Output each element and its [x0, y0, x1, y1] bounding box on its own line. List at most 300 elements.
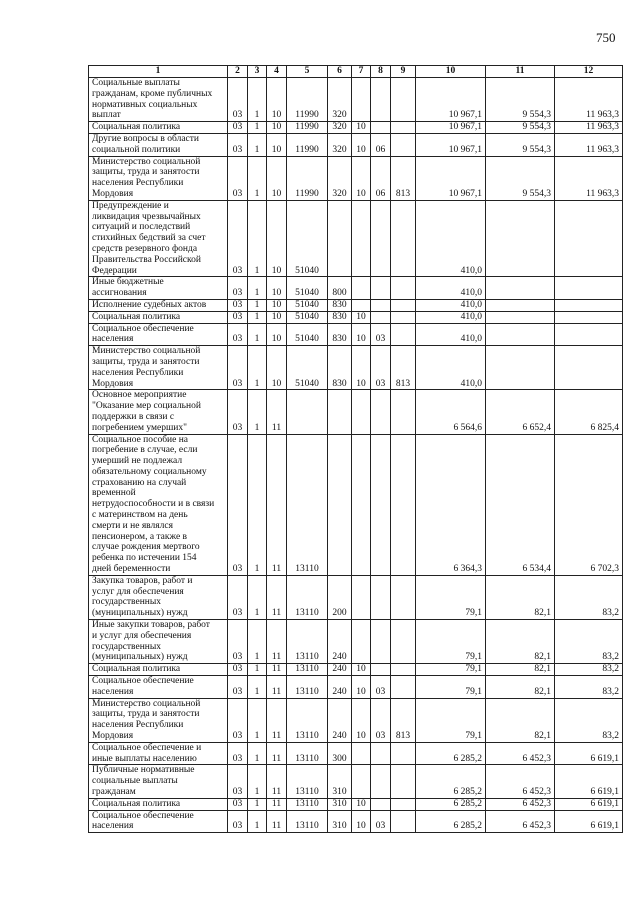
- code-cell-c8: 03: [371, 323, 391, 346]
- amount-cell-c11: 82,1: [486, 698, 555, 742]
- row-name-line: социальной политики: [92, 144, 181, 155]
- code-cell-c7: 10: [352, 810, 371, 833]
- row-name-line: государственных: [92, 641, 162, 652]
- code-cell-c7: 10: [352, 346, 371, 390]
- amount-cell-c10: 79,1: [416, 664, 486, 676]
- row-name-cell: [89, 200, 228, 277]
- amount-cell-c12: 6 619,1: [555, 810, 623, 833]
- code-cell-c8: [371, 798, 391, 810]
- column-header-8: 8: [371, 66, 391, 78]
- code-cell-c5: 13110: [287, 664, 328, 676]
- row-name-line: умерший не подлежал: [92, 456, 183, 467]
- code-cell-c7: [352, 390, 371, 434]
- code-cell-c2: 03: [228, 156, 248, 200]
- row-name-line: Правительства Российской: [92, 254, 201, 265]
- code-cell-c9: [391, 434, 416, 575]
- code-cell-c9: [391, 311, 416, 323]
- row-name-line: Социальное обеспечение: [92, 676, 194, 687]
- row-name-cell: [89, 133, 228, 156]
- row-name-cell: [89, 798, 228, 810]
- amount-cell-c11: 9 554,3: [486, 78, 555, 122]
- row-name-cell: [89, 299, 228, 311]
- amount-cell-c11: 9 554,3: [486, 156, 555, 200]
- code-cell-c7: [352, 575, 371, 619]
- code-cell-c5: 13110: [287, 620, 328, 664]
- amount-cell-c10: 6 285,2: [416, 810, 486, 833]
- amount-cell-c11: [486, 323, 555, 346]
- code-cell-c3: 1: [248, 156, 267, 200]
- code-cell-c4: 11: [267, 676, 287, 699]
- column-header-7: 7: [352, 66, 371, 78]
- row-name-line: Министерство социальной: [92, 346, 201, 357]
- column-header-2: 2: [228, 66, 248, 78]
- code-cell-c2: 03: [228, 122, 248, 134]
- row-name-cell: [89, 277, 228, 300]
- amount-cell-c11: 82,1: [486, 664, 555, 676]
- code-cell-c5: 51040: [287, 311, 328, 323]
- code-cell-c3: 1: [248, 311, 267, 323]
- row-name-line: временной: [92, 488, 136, 499]
- row-name-line: ликвидация чрезвычайных: [92, 211, 201, 222]
- code-cell-c4: 11: [267, 664, 287, 676]
- amount-cell-c11: 6 452,3: [486, 798, 555, 810]
- code-cell-c4: 11: [267, 390, 287, 434]
- row-name-line: Социальная политика: [92, 798, 181, 809]
- code-cell-c9: [391, 299, 416, 311]
- amount-cell-c11: 9 554,3: [486, 122, 555, 134]
- row-name-line: нормативных социальных: [92, 99, 198, 110]
- code-cell-c4: 11: [267, 434, 287, 575]
- row-name-line: Социальная политика: [92, 122, 181, 133]
- row-name-line: защиты, труда и занятости: [92, 709, 200, 720]
- code-cell-c6: 320: [328, 133, 352, 156]
- code-cell-c7: [352, 620, 371, 664]
- row-name-line: Социальное обеспечение: [92, 323, 194, 334]
- table-row: [89, 323, 623, 346]
- code-cell-c5: 13110: [287, 810, 328, 833]
- amount-cell-c11: [486, 346, 555, 390]
- table-row: [89, 78, 623, 122]
- row-name-cell: [89, 620, 228, 664]
- code-cell-c8: 06: [371, 133, 391, 156]
- amount-cell-c11: 82,1: [486, 575, 555, 619]
- table-row: [89, 620, 623, 664]
- row-name-line: (муниципальных) нужд: [92, 652, 188, 663]
- amount-cell-c10: 79,1: [416, 698, 486, 742]
- column-header-5: 5: [287, 66, 328, 78]
- code-cell-c6: [328, 434, 352, 575]
- row-name-line: Социальное обеспечение: [92, 810, 194, 821]
- code-cell-c6: 310: [328, 798, 352, 810]
- amount-cell-c11: 6 452,3: [486, 810, 555, 833]
- table-row: [89, 765, 623, 798]
- table-row: [89, 742, 623, 765]
- code-cell-c6: [328, 200, 352, 277]
- amount-cell-c10: 410,0: [416, 323, 486, 346]
- code-cell-c3: 1: [248, 346, 267, 390]
- table-header-row: [89, 66, 623, 78]
- code-cell-c3: 1: [248, 434, 267, 575]
- code-cell-c7: 10: [352, 798, 371, 810]
- table-row: [89, 156, 623, 200]
- table-row: [89, 277, 623, 300]
- row-name-line: Закупка товаров, работ и: [92, 575, 193, 586]
- code-cell-c9: [391, 765, 416, 798]
- amount-cell-c11: [486, 277, 555, 300]
- row-name-cell: [89, 78, 228, 122]
- code-cell-c6: 320: [328, 78, 352, 122]
- code-cell-c8: [371, 299, 391, 311]
- row-name-line: Публичные нормативные: [92, 765, 195, 776]
- amount-cell-c11: 6 452,3: [486, 765, 555, 798]
- code-cell-c4: 10: [267, 311, 287, 323]
- row-name-cell: [89, 742, 228, 765]
- row-name-cell: [89, 311, 228, 323]
- column-header-10: 10: [416, 66, 486, 78]
- amount-cell-c12: [555, 277, 623, 300]
- code-cell-c7: 10: [352, 311, 371, 323]
- row-name-line: защиты, труда и занятости: [92, 356, 200, 367]
- table-row: [89, 798, 623, 810]
- row-name-line: населения: [92, 686, 134, 697]
- row-name-line: Социальные выплаты: [92, 78, 180, 88]
- amount-cell-c12: 11 963,3: [555, 133, 623, 156]
- row-name-line: Федерации: [92, 265, 137, 276]
- code-cell-c9: 813: [391, 156, 416, 200]
- row-name-line: поддержки в связи с: [92, 411, 175, 422]
- code-cell-c2: 03: [228, 664, 248, 676]
- code-cell-c3: 1: [248, 698, 267, 742]
- row-name-line: Иные закупки товаров, работ: [92, 620, 210, 631]
- code-cell-c8: 03: [371, 810, 391, 833]
- code-cell-c7: [352, 200, 371, 277]
- code-cell-c4: 10: [267, 323, 287, 346]
- code-cell-c9: [391, 742, 416, 765]
- code-cell-c4: 10: [267, 346, 287, 390]
- code-cell-c5: 51040: [287, 323, 328, 346]
- table-row: [89, 299, 623, 311]
- code-cell-c5: 13110: [287, 575, 328, 619]
- code-cell-c2: 03: [228, 676, 248, 699]
- code-cell-c6: 240: [328, 620, 352, 664]
- code-cell-c9: [391, 810, 416, 833]
- code-cell-c3: 1: [248, 200, 267, 277]
- row-name-line: населения Республики: [92, 367, 184, 378]
- code-cell-c5: 13110: [287, 742, 328, 765]
- code-cell-c5: 11990: [287, 78, 328, 122]
- row-name-line: Министерство социальной: [92, 698, 201, 709]
- table-row: [89, 133, 623, 156]
- code-cell-c7: [352, 277, 371, 300]
- code-cell-c4: 11: [267, 698, 287, 742]
- code-cell-c3: 1: [248, 664, 267, 676]
- table-row: [89, 122, 623, 134]
- code-cell-c2: 03: [228, 798, 248, 810]
- code-cell-c3: 1: [248, 277, 267, 300]
- amount-cell-c12: 6 702,3: [555, 434, 623, 575]
- amount-cell-c12: [555, 200, 623, 277]
- code-cell-c8: [371, 620, 391, 664]
- row-name-line: Министерство социальной: [92, 156, 201, 167]
- row-name-line: гражданам: [92, 787, 136, 797]
- amount-cell-c12: 6 619,1: [555, 798, 623, 810]
- column-header-12: 12: [555, 66, 623, 78]
- table-row: [89, 676, 623, 699]
- code-cell-c2: 03: [228, 390, 248, 434]
- row-name-cell: [89, 122, 228, 134]
- row-name-line: дней беременности: [92, 564, 171, 575]
- column-header-9: 9: [391, 66, 416, 78]
- code-cell-c7: [352, 78, 371, 122]
- row-name-line: случае рождения мертвого: [92, 542, 200, 553]
- row-name-cell: [89, 676, 228, 699]
- code-cell-c8: [371, 311, 391, 323]
- code-cell-c8: [371, 390, 391, 434]
- row-name-cell: [89, 346, 228, 390]
- code-cell-c8: [371, 122, 391, 134]
- code-cell-c8: [371, 664, 391, 676]
- code-cell-c9: [391, 664, 416, 676]
- code-cell-c9: [391, 575, 416, 619]
- code-cell-c2: 03: [228, 742, 248, 765]
- code-cell-c5: 11990: [287, 156, 328, 200]
- code-cell-c2: 03: [228, 311, 248, 323]
- amount-cell-c12: [555, 311, 623, 323]
- row-name-line: Предупреждение и: [92, 200, 169, 211]
- code-cell-c5: 13110: [287, 798, 328, 810]
- code-cell-c5: 51040: [287, 277, 328, 300]
- amount-cell-c10: 6 564,6: [416, 390, 486, 434]
- code-cell-c4: 11: [267, 575, 287, 619]
- amount-cell-c11: 6 452,3: [486, 742, 555, 765]
- amount-cell-c10: 6 285,2: [416, 742, 486, 765]
- code-cell-c7: 10: [352, 122, 371, 134]
- table-body: [89, 78, 623, 833]
- row-name-line: (муниципальных) нужд: [92, 608, 188, 619]
- amount-cell-c11: 6 534,4: [486, 434, 555, 575]
- code-cell-c4: 10: [267, 200, 287, 277]
- code-cell-c6: 310: [328, 810, 352, 833]
- code-cell-c8: [371, 434, 391, 575]
- amount-cell-c12: 83,2: [555, 575, 623, 619]
- code-cell-c4: 11: [267, 798, 287, 810]
- amount-cell-c12: [555, 299, 623, 311]
- code-cell-c2: 03: [228, 323, 248, 346]
- code-cell-c7: [352, 434, 371, 575]
- code-cell-c7: [352, 765, 371, 798]
- row-name-line: Социальная политика: [92, 311, 181, 322]
- row-name-cell: [89, 664, 228, 676]
- page-number: 750: [596, 30, 616, 45]
- code-cell-c9: [391, 323, 416, 346]
- code-cell-c2: 03: [228, 810, 248, 833]
- amount-cell-c11: [486, 200, 555, 277]
- amount-cell-c10: 6 364,3: [416, 434, 486, 575]
- amount-cell-c10: 10 967,1: [416, 122, 486, 134]
- amount-cell-c12: 6 825,4: [555, 390, 623, 434]
- amount-cell-c12: 83,2: [555, 620, 623, 664]
- column-header-1: 1: [89, 66, 228, 78]
- amount-cell-c12: [555, 346, 623, 390]
- row-name-line: Основное мероприятие: [92, 390, 187, 401]
- row-name-cell: [89, 698, 228, 742]
- amount-cell-c12: 6 619,1: [555, 742, 623, 765]
- code-cell-c7: 10: [352, 676, 371, 699]
- amount-cell-c10: 79,1: [416, 620, 486, 664]
- code-cell-c5: [287, 390, 328, 434]
- code-cell-c3: 1: [248, 299, 267, 311]
- code-cell-c9: [391, 133, 416, 156]
- amount-cell-c10: 410,0: [416, 299, 486, 311]
- amount-cell-c10: 410,0: [416, 277, 486, 300]
- row-name-line: средств резервного фонда: [92, 243, 198, 254]
- row-name-line: ассигнования: [92, 288, 147, 299]
- code-cell-c3: 1: [248, 323, 267, 346]
- row-name-line: выплат: [92, 110, 121, 121]
- code-cell-c4: 10: [267, 299, 287, 311]
- code-cell-c9: [391, 122, 416, 134]
- code-cell-c4: 11: [267, 620, 287, 664]
- row-name-cell: [89, 575, 228, 619]
- code-cell-c6: 240: [328, 698, 352, 742]
- amount-cell-c12: [555, 323, 623, 346]
- code-cell-c6: 240: [328, 676, 352, 699]
- amount-cell-c11: 6 652,4: [486, 390, 555, 434]
- row-name-line: Исполнение судебных актов: [92, 299, 207, 310]
- amount-cell-c10: 10 967,1: [416, 78, 486, 122]
- code-cell-c4: 10: [267, 133, 287, 156]
- column-header-4: 4: [267, 66, 287, 78]
- row-name-line: Иные бюджетные: [92, 277, 164, 288]
- code-cell-c8: [371, 78, 391, 122]
- row-name-cell: [89, 765, 228, 798]
- code-cell-c4: 11: [267, 765, 287, 798]
- code-cell-c7: 10: [352, 323, 371, 346]
- row-name-cell: [89, 810, 228, 833]
- row-name-line: погребение в случае, если: [92, 445, 198, 456]
- code-cell-c5: 13110: [287, 765, 328, 798]
- code-cell-c5: 51040: [287, 200, 328, 277]
- amount-cell-c10: 410,0: [416, 311, 486, 323]
- code-cell-c2: 03: [228, 277, 248, 300]
- table-row: [89, 390, 623, 434]
- code-cell-c6: 300: [328, 742, 352, 765]
- amount-cell-c12: 6 619,1: [555, 765, 623, 798]
- code-cell-c8: 06: [371, 156, 391, 200]
- code-cell-c7: 10: [352, 698, 371, 742]
- amount-cell-c10: 6 285,2: [416, 798, 486, 810]
- row-name-line: Мордовия: [92, 731, 134, 742]
- code-cell-c5: 13110: [287, 434, 328, 575]
- code-cell-c5: 51040: [287, 346, 328, 390]
- amount-cell-c11: 9 554,3: [486, 133, 555, 156]
- row-name-cell: [89, 390, 228, 434]
- code-cell-c8: [371, 742, 391, 765]
- code-cell-c3: 1: [248, 810, 267, 833]
- code-cell-c7: 10: [352, 156, 371, 200]
- row-name-cell: [89, 434, 228, 575]
- code-cell-c6: 830: [328, 323, 352, 346]
- code-cell-c4: 11: [267, 742, 287, 765]
- row-name-line: пенсионером, а также в: [92, 531, 188, 542]
- table-row: [89, 311, 623, 323]
- table-row: [89, 575, 623, 619]
- row-name-line: иные выплаты населению: [92, 753, 197, 764]
- row-name-line: с материнством на день: [92, 510, 188, 521]
- table-row: [89, 434, 623, 575]
- code-cell-c2: 03: [228, 78, 248, 122]
- code-cell-c4: 10: [267, 277, 287, 300]
- code-cell-c3: 1: [248, 390, 267, 434]
- amount-cell-c10: 410,0: [416, 346, 486, 390]
- column-header-3: 3: [248, 66, 267, 78]
- code-cell-c7: [352, 299, 371, 311]
- code-cell-c8: 03: [371, 676, 391, 699]
- code-cell-c9: [391, 390, 416, 434]
- row-name-line: ребенка по истечении 154: [92, 553, 197, 564]
- code-cell-c8: [371, 200, 391, 277]
- row-name-line: обязательному социальному: [92, 466, 207, 477]
- table-row: [89, 698, 623, 742]
- code-cell-c9: 813: [391, 346, 416, 390]
- amount-cell-c10: 79,1: [416, 676, 486, 699]
- row-name-line: Мордовия: [92, 378, 134, 389]
- code-cell-c6: [328, 390, 352, 434]
- table-row: [89, 810, 623, 833]
- budget-table: [88, 65, 623, 833]
- code-cell-c3: 1: [248, 742, 267, 765]
- code-cell-c9: [391, 200, 416, 277]
- code-cell-c5: 11990: [287, 122, 328, 134]
- code-cell-c4: 10: [267, 156, 287, 200]
- code-cell-c4: 10: [267, 78, 287, 122]
- code-cell-c2: 03: [228, 698, 248, 742]
- code-cell-c3: 1: [248, 575, 267, 619]
- amount-cell-c10: 10 967,1: [416, 133, 486, 156]
- amount-cell-c12: 83,2: [555, 698, 623, 742]
- amount-cell-c12: 11 963,3: [555, 156, 623, 200]
- row-name-line: нетрудоспособности и в связи: [92, 499, 215, 510]
- row-name-line: Социальная политика: [92, 664, 181, 675]
- row-name-line: страхованию на случай: [92, 477, 187, 488]
- code-cell-c8: 03: [371, 698, 391, 742]
- row-name-line: населения Республики: [92, 178, 184, 189]
- code-cell-c9: [391, 620, 416, 664]
- code-cell-c2: 03: [228, 575, 248, 619]
- code-cell-c2: 03: [228, 346, 248, 390]
- code-cell-c6: 310: [328, 765, 352, 798]
- row-name-line: Социальное обеспечение и: [92, 742, 202, 753]
- code-cell-c5: 13110: [287, 698, 328, 742]
- row-name-line: Мордовия: [92, 188, 134, 199]
- code-cell-c3: 1: [248, 620, 267, 664]
- amount-cell-c10: 10 967,1: [416, 156, 486, 200]
- code-cell-c2: 03: [228, 200, 248, 277]
- code-cell-c7: 10: [352, 133, 371, 156]
- amount-cell-c11: 82,1: [486, 676, 555, 699]
- amount-cell-c10: 79,1: [416, 575, 486, 619]
- code-cell-c7: 10: [352, 664, 371, 676]
- code-cell-c6: 830: [328, 311, 352, 323]
- code-cell-c2: 03: [228, 434, 248, 575]
- row-name-line: стихийных бедствий за счет: [92, 233, 206, 244]
- row-name-line: погребением умерших": [92, 422, 188, 433]
- row-name-line: и услуг для обеспечения: [92, 630, 192, 641]
- row-name-cell: [89, 156, 228, 200]
- code-cell-c4: 11: [267, 810, 287, 833]
- row-name-line: "Оказание мер социальной: [92, 401, 201, 412]
- code-cell-c8: [371, 575, 391, 619]
